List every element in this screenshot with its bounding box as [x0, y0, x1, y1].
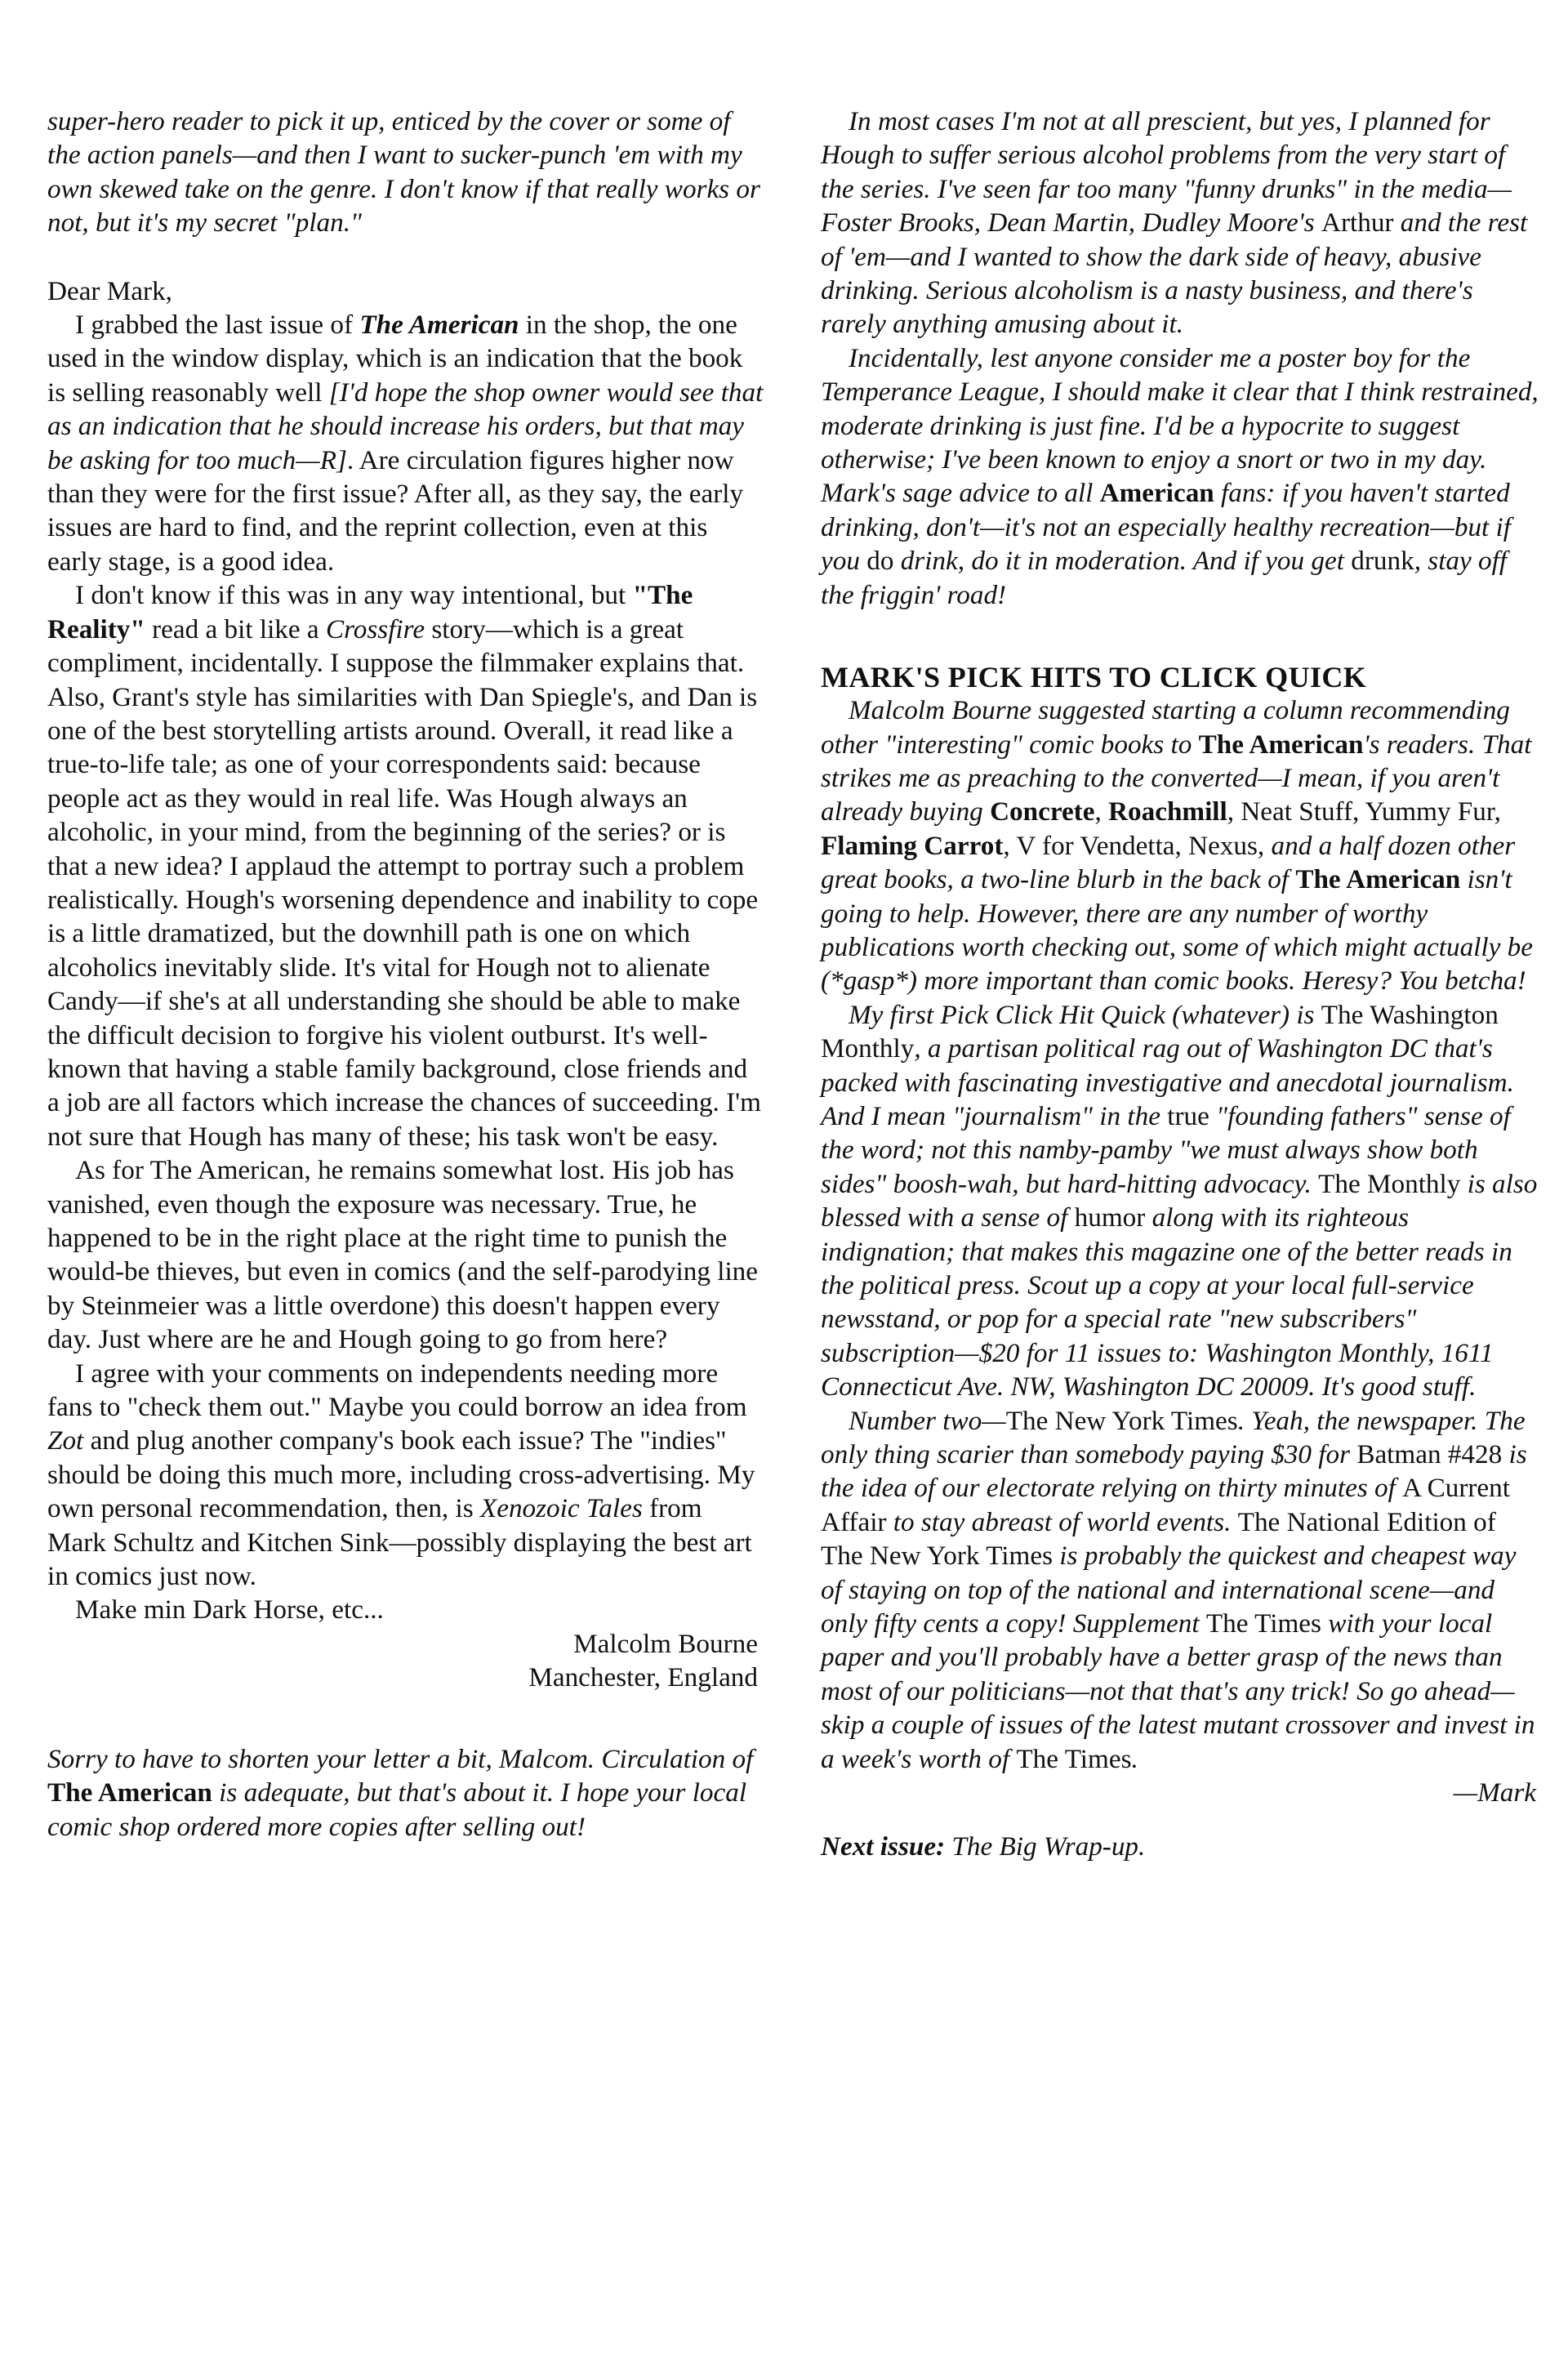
text-run: , stay off the friggin' road!	[821, 546, 1508, 610]
signoff: —Mark	[1453, 1777, 1536, 1808]
picks-paragraph-1	[821, 693, 1539, 998]
text-run: , V for Vendetta, Nexus,	[1003, 830, 1272, 861]
text-run: . Yeah, the newspaper. The only thing scarier than somebody paying $30 for	[821, 1405, 1526, 1470]
text-run: story—which is a great compliment, incidentally. I suppose the filmmaker explains that. Also, Grant's style has similarities with Dan Spiegle's, and Dan is one of the best storytelling artists around. Overall, it read like a true-to-life tale; as one of your correspondents said: because people act as they would in real life. Was Hough always an alcoholic, in your mind, from the beginning of the series? or is that a new idea? I applaud the attempt to portray such a problem realistically. Hough's worsening dependence and inability to cope is a little dramatized, but the downhill path is one on which alcoholics inevitably slide. It's vital for Hough not to alienate Candy—if she's at all understanding she should be able to make the difficult decision to forgive his violent outburst. It's well-known that having a stable family background, close friends and a job are all factors which increase the chances of succeeding. I'm not sure that Hough has many of these; his task won't be easy.	[47, 613, 761, 1152]
column-heading: MARK'S PICK HITS TO CLICK QUICK	[821, 661, 1367, 694]
arthur-title: Arthur	[1321, 207, 1394, 239]
reply-paragraph-2	[821, 341, 1539, 612]
letter-paragraph-2	[47, 578, 766, 1153]
text-run: in the shop, the one used in the window display, which is an indication that the book is selling reasonably well	[47, 310, 743, 408]
text-run: read a bit like a	[145, 613, 326, 644]
letter-paragraph-1	[47, 308, 766, 578]
letter-salutation: Dear Mark,	[47, 275, 172, 306]
times-title: The Times	[1016, 1743, 1132, 1774]
text-run: drink, do it in moderation. And if you get	[893, 546, 1352, 577]
roachmill-title: Roachmill	[1108, 796, 1227, 827]
letter-paragraph-3: As for The American, he remains somewhat lost. His job has vanished, even though the exposure was necessary. True, he happened to be in the right place at the right time to punish the would-be thieves, but even in comics (and the self-parodying line by Steinmeier was a little overdone) this doesn't happen every day. Just where are he and Hough going to go from here?	[47, 1155, 759, 1355]
batman-title: Batman #428	[1356, 1439, 1503, 1470]
left-column	[47, 105, 766, 1844]
story-title: "The Reality"	[47, 580, 693, 644]
book-title: The American	[47, 1777, 212, 1808]
right-column	[821, 105, 1539, 1863]
next-issue-label: Next issue:	[821, 1831, 946, 1862]
text-run: , a partisan political rag out of Washington DC that's packed with fascinating investigative and anecdotal journalism. And I mean "journalism" in the	[821, 1033, 1514, 1131]
text-run: to stay abreast of world events.	[886, 1506, 1238, 1537]
text-run: is adequate, but that's about it. I hope your local comic shop ordered more copies after selling out!	[47, 1777, 747, 1842]
times-title: The Times	[1205, 1608, 1321, 1639]
text-run: from Mark Schultz and Kitchen Sink—possibly displaying the best art in comics just now.	[47, 1493, 752, 1592]
text-run: is also blessed with a sense of	[821, 1168, 1538, 1233]
text-run: and the rest of 'em—and I wanted to show the dark side of heavy, abusive drinking. Serious alcoholism is a nasty business, and there's rarely anything amusing about it.	[821, 207, 1528, 340]
text-run: Number two—	[849, 1405, 1006, 1436]
current-affair-title: A Current Affair	[821, 1473, 1510, 1537]
picks-paragraph-3	[821, 1404, 1539, 1776]
text-run: In most cases I'm not at all prescient, but yes, I planned for Hough to suffer serious alcohol problems from the very start of the series. I've seen far too many "funny drunks" in the media—Foster Brooks, Dean Martin, Dudley Moore's	[821, 106, 1512, 239]
text-run: do	[866, 546, 894, 577]
crossfire-title: Crossfire	[325, 613, 425, 644]
next-issue-value: The Big Wrap-up.	[945, 1831, 1146, 1862]
text-run: .	[1131, 1743, 1138, 1774]
text-run: I don't know if this was in any way intentional, but	[75, 580, 633, 611]
text-run: isn't going to help. However, there are any number of worthy publications worth checking out, some of which might actually be (*gasp*) more important than comic books. Heresy? You betcha!	[821, 864, 1533, 997]
text-run: I grabbed the last issue of	[75, 310, 360, 341]
text-run: is the idea of our electorate relying on thirty minutes of	[821, 1439, 1527, 1504]
editor-note: [I'd hope the shop owner would see that as an indication that he should increase his orders, but that may be asking for too much—R]	[47, 377, 764, 475]
text-run: and plug another company's book each issue? The "indies" should be doing this much more, including cross-advertising. My own personal recommendation, then, is	[47, 1425, 755, 1524]
text-run: true	[1167, 1100, 1209, 1131]
editor-reply	[47, 1742, 766, 1844]
signature-name: Malcolm Bourne	[573, 1628, 758, 1659]
american-title: The American	[1295, 864, 1461, 895]
text-run: I agree with your comments on independents needing more fans to "check them out." Maybe you could borrow an idea from	[47, 1358, 747, 1423]
text-run: My first Pick Click Hit Quick (whatever) is	[849, 999, 1321, 1030]
text-run: along with its righteous indignation; that makes this magazine one of the better reads in the political press. Scout up a copy at your local full-service newsstand, or pop for a special rate "new subscribers" subscription—$20 for 11 issues to: Washington Monthly, 1611 Connecticut Ave. NW, Washington DC 20009. It's good stuff.	[821, 1202, 1512, 1403]
national-edition-title: The National Edition of The New York Times	[821, 1506, 1496, 1572]
text-run: ,	[1094, 796, 1109, 827]
signature-place: Manchester, England	[528, 1662, 758, 1693]
picks-paragraph-2	[821, 998, 1539, 1404]
american-title: American	[1099, 478, 1214, 509]
letter-paragraph-5: Make min Dark Horse, etc...	[75, 1594, 384, 1626]
next-issue	[821, 1830, 1539, 1863]
american-title: The American	[1198, 729, 1364, 760]
book-title: The American	[359, 310, 519, 341]
text-run: with your local paper and you'll probably have a better grasp of the news than most of our politicians—not that that's any trick! So go ahead—skip a couple of issues of the latest mutant crossover and invest in a week's worth of	[821, 1608, 1535, 1774]
washington-monthly-title: The Washington Monthly	[821, 999, 1499, 1064]
text-run: . Are circulation figures higher now than they were for the first issue? After all, as they say, the early issues are hard to find, and the reprint collection, even at this early stage, is a good idea.	[47, 444, 744, 577]
flaming-carrot-title: Flaming Carrot	[821, 830, 1004, 861]
text-run: Sorry to have to shorten your letter a bit, Malcom. Circulation of	[47, 1743, 754, 1774]
nyt-title: The New York Times	[1005, 1405, 1238, 1436]
intro-quote: super-hero reader to pick it up, enticed by the cover or some of the action panels—and then I want to sucker-punch 'em with my own skewed take on the genre. I don't know if that really works or not, but it's my secret "plan."	[47, 106, 760, 239]
text-run: Incidentally, lest anyone consider me a poster boy for the Temperance League, I should make it clear that I think restrained, moderate drinking is just fine. I'd be a hypocrite to suggest otherwise; I've been known to enjoy a snort or two in my day. Mark's sage advice to all	[821, 342, 1539, 509]
text-run: "founding fathers" sense of the word; not this namby-pamby "we must always show both sides" boosh-wah, but hard-hitting advocacy.	[821, 1100, 1511, 1199]
text-run: and a half dozen other great books, a two-line blurb in the back of	[821, 830, 1516, 895]
text-run: Malcolm Bourne suggested starting a column recommending other "interesting" comic books to	[821, 695, 1510, 760]
text-run: is probably the quickest and cheapest way of staying on top of the national and international scene—and only fifty cents a copy! Supplement	[821, 1541, 1517, 1639]
text-run: drunk	[1351, 546, 1414, 577]
letter-paragraph-4	[47, 1357, 766, 1594]
text-run: , Neat Stuff, Yummy Fur,	[1227, 796, 1501, 827]
reply-paragraph-1	[821, 105, 1539, 341]
zot-title: Zot	[47, 1425, 84, 1456]
text-run: humor	[1074, 1202, 1146, 1233]
xenozoic-title: Xenozoic Tales	[479, 1493, 643, 1524]
concrete-title: Concrete	[990, 796, 1095, 827]
text-run: 's readers. That strikes me as preaching to the converted—I mean, if you aren't already buying	[821, 729, 1532, 827]
monthly-title: The Monthly	[1318, 1168, 1461, 1199]
text-run: fans: if you haven't started drinking, don't—it's not an especially healthy recreation—but if you	[821, 478, 1512, 577]
